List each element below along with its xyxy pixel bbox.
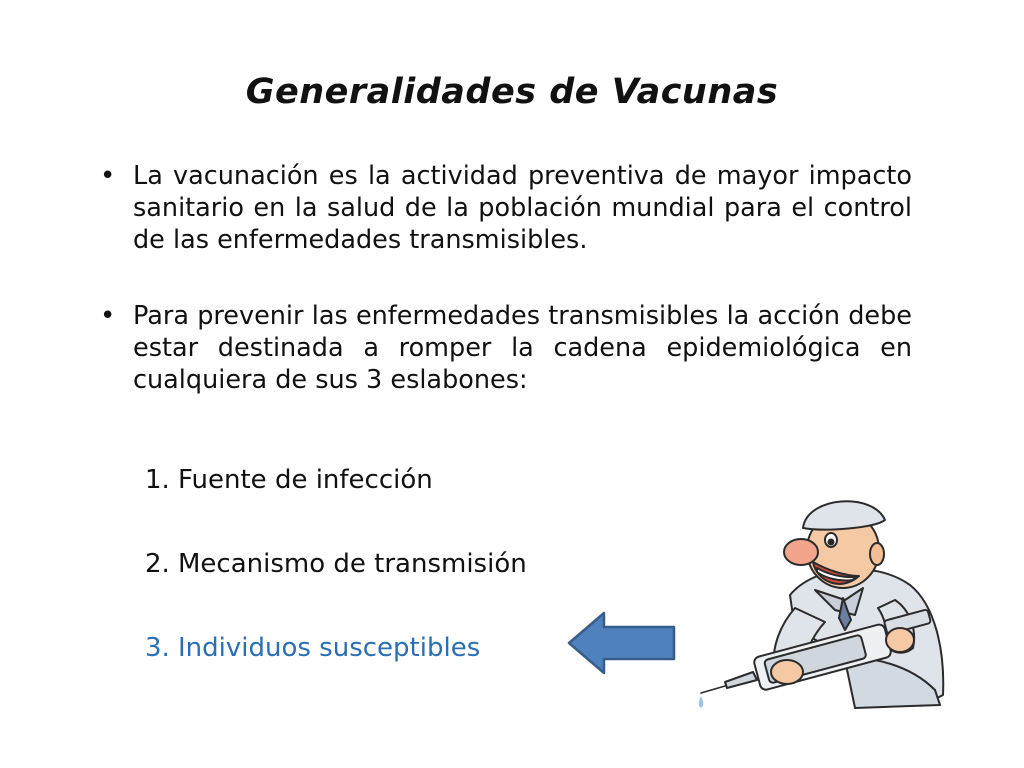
bullet-item [100,160,912,256]
left-arrow-icon [566,610,678,676]
step-label: Fuente de infección [178,465,433,495]
bullet-dot-icon: • [100,161,116,191]
bullet-dot-icon: • [100,301,116,331]
step-number: 3. [145,633,170,663]
bullet-text: La vacunación es la actividad preventiva de mayor impacto sanitario en la salud de la población mundial para el control de las enfermedades transmisibles. [133,161,912,255]
step-item-2 [145,546,527,582]
bullet-text: Para prevenir las enfermedades transmisibles la acción debe estar destinada a romper la cadena epidemiológica en cualquiera de sus 3 eslabones: [133,301,912,395]
step-item-3 [145,630,527,666]
step-label: Individuos susceptibles [178,633,481,663]
step-number: 1. [145,465,170,495]
slide-title: Generalidades de Vacunas [245,72,779,112]
step-label: Mecanismo de transmisión [178,549,527,579]
bullet-list [100,160,912,440]
doctor-with-syringe-illustration [695,490,965,715]
step-item-1 [145,462,527,498]
step-number: 2. [145,549,170,579]
bullet-item [100,300,912,396]
numbered-list [145,462,527,714]
